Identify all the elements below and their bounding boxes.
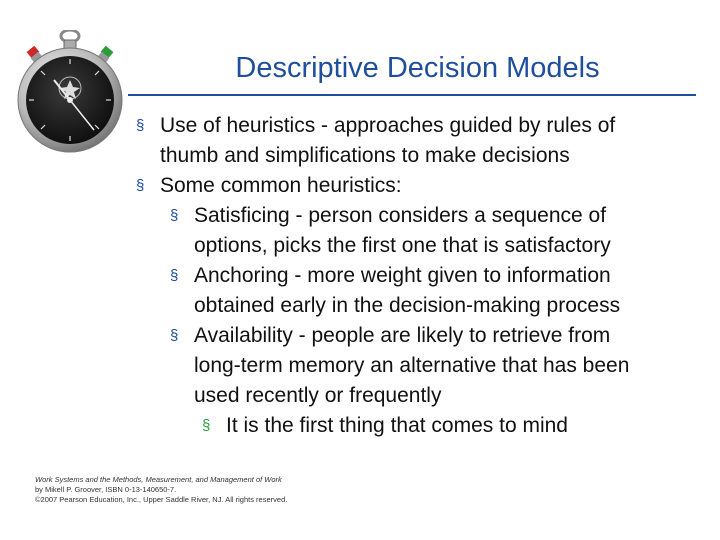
bullet-line: options, picks the first one that is satisfactory (194, 234, 611, 257)
bullet-line: It is the first thing that comes to mind (226, 414, 568, 437)
bullet-line: long-term memory an alternative that has been (194, 354, 630, 377)
footer-line: by Mikell P. Groover, ISBN 0-13-140650-7. (35, 485, 177, 494)
bullet-line: Some common heuristics: (160, 174, 402, 197)
bullet-continuation (160, 144, 570, 168)
bullet-marker-icon: § (170, 207, 179, 224)
bullet-line: obtained early in the decision-making process (194, 294, 621, 317)
bullet-marker-icon: § (136, 177, 145, 194)
bullet-continuation (194, 234, 611, 258)
slide-title: Descriptive Decision Models (235, 52, 600, 84)
bullet-line: Satisficing - person considers a sequence of (194, 204, 607, 227)
bullet-line: Use of heuristics - approaches guided by rules of (160, 114, 616, 137)
bullet-item (170, 204, 607, 228)
bullet-marker-icon: § (170, 267, 179, 284)
bullet-item (136, 174, 402, 198)
footer-line: ©2007 Pearson Education, Inc., Upper Saddle River, NJ. All rights reserved. (35, 495, 288, 504)
bullet-line: Anchoring - more weight given to information (194, 264, 611, 287)
footer-line: Work Systems and the Methods, Measurement, and Management of Work (35, 475, 282, 484)
bullet-line: used recently or frequently (194, 384, 442, 407)
bullet-continuation (194, 354, 629, 378)
footer-citation (35, 475, 287, 505)
bullet-item (136, 114, 616, 138)
bullet-line: thumb and simplifications to make decisions (160, 144, 570, 167)
title-divider (128, 94, 696, 96)
bullet-continuation (194, 294, 620, 318)
stopwatch-icon (14, 30, 126, 154)
bullet-marker-icon: § (202, 417, 211, 434)
bullet-item (202, 414, 568, 438)
bullet-item (170, 264, 611, 288)
bullet-continuation (194, 384, 441, 408)
bullet-marker-icon: § (136, 117, 145, 134)
bullet-item (170, 324, 611, 348)
bullet-marker-icon: § (170, 327, 179, 344)
bullet-line: Availability - people are likely to retrieve from (194, 324, 611, 347)
